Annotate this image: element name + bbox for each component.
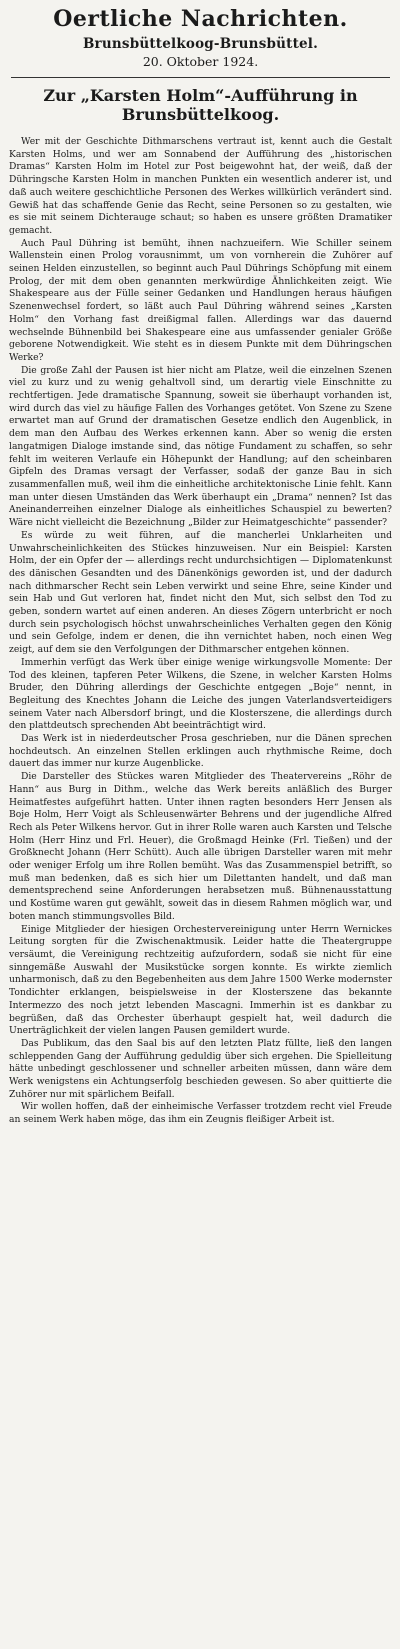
paragraph-8: Einige Mitglieder der hiesigen Orchestervereinigung unter Herrn Wernickes Leitung sorgten für die Zwischenaktmusik. Leider hatte die Theatergruppe versäumt, die Vereinigung rechtzeitig aufzufordern, sodaß sie nicht für eine sinngemäße Auswahl der Musikstücke sorgen konnte. Es wirkte ziemlich unharmonisch, daß zu den Begebenheiten aus dem Jahre 1500 Werke modernster Tondichter erklangen, beispielsweise in der Klosterszene das bekannte Intermezzo des noch jetzt lebenden Mascagni. Immerhin ist es dankbar zu begrüßen, daß das Orchester überhaupt gespielt hat, weil dadurch die Unerträglichkeit der vielen langen Pausen gemildert wurde. [9, 923, 392, 1037]
paragraph-2: Auch Paul Dühring ist bemüht, ihnen nachzueifern. Wie Schiller seinem Wallenstein einen Prolog vorausnimmt, um von vornherein die Zuhörer auf seinen Helden einzustellen, so beginnt auch Paul Dührings Schöpfung mit einem Prolog, der mit dem oben genannten merkwürdige Ähnlichkeiten zeigt. Wie Shakespeare aus der Fülle seiner Gedanken und Handlungen heraus häufigen Szenenwechsel fordert, so läßt auch Paul Dühring während seines „Karsten Holm“ den Vorhang fast dreißigmal fallen. Allerdings war das dauernd wechselnde Bühnenbild bei Shakespeare eine aus umfassender genialer Größe geborene Notwendigkeit. Wie steht es in diesem Punkte mit dem Dühringschen Werke? [9, 237, 392, 363]
paragraph-6: Das Werk ist in niederdeutscher Prosa geschrieben, nur die Dänen sprechen hochdeutsch. An einzelnen Stellen erklingen auch rhythmische Reime, doch dauert das immer nur kurze Augenblicke. [9, 733, 392, 770]
article-body [9, 136, 392, 1127]
paragraph-1: Wer mit der Geschichte Dithmarschens vertraut ist, kennt auch die Gestalt Karsten Holms, und wer am Sonnabend der Aufführung des „historischen Dramas“ Karsten Holm im Hotel zur Post beigewohnt hat, der weiß, daß der Dühringsche Karsten Holm in manchen Punkten ein wesentlich anderer ist, und daß auch weitere geschichtliche Personen des Werkes willkürlich verändert sind. Gewiß hat das schaffende Genie das Recht, seine Personen so zu gestalten, wie es sie mit seinem Dichterauge schaut; so haben es unsere größten Dramatiker gemacht. [9, 136, 392, 236]
dateline: 20. Oktober 1924. [142, 54, 259, 69]
divider [11, 77, 390, 78]
paragraph-4: Es würde zu weit führen, auf die mancherlei Unklarheiten und Unwahrscheinlichkeiten des Stückes hinzuweisen. Nur ein Beispiel: Karsten Holm, der ein Opfer der — allerdings recht undurchsichtigen — Diplomatenkunst des dänischen Gesandten und des Dänenkönigs geworden ist, und der dadurch nach dithmarscher Recht sein Leben verwirkt und seine Ehre, seine Kinder und sein Hab und Gut verloren hat, findet nicht den Mut, sich selbst den Tod zu geben, sondern wartet auf einen anderen. An dieses Zögern unterbricht er noch durch sein psychologisch höchst unwahrscheinliches Verhalten gegen den König und sein Gefolge, indem er denen, die ihn vernichtet haben, noch einen Weg zeigt, auf dem sie den Verfolgungen der Dithmarscher entgehen können. [9, 529, 392, 656]
paragraph-7: Die Darsteller des Stückes waren Mitglieder des Theatervereins „Röhr de Hann“ aus Burg in Dithm., welche das Werk bereits anläßlich des Burger Heimatfestes aufgeführt hatten. Unter ihnen ragten besonders Herr Jensen als Boje Holm, Herr Voigt als Schleusenwärter Behrens und der jugendliche Alfred Rech als Peter Wilkens hervor. Gut in ihrer Rolle waren auch Karsten und Telsche Holm (Herr Hinz und Frl. Heuer), die Großmagd Heinke (Frl. Tießen) und der Großknecht Johann (Herr Schütt). Auch alle übrigen Darsteller waren mit mehr oder weniger Erfolg um ihre Rollen bemüht. Was das Zusammenspiel betrifft, so muß man bedenken, daß es sich hier um Dilettanten handelt, und daß man dementsprechend seine Anforderungen herabsetzen muß. Bühnenausstattung und Kostüme waren gut gewählt, soweit das in diesem Rahmen möglich war, und boten manch stimmungsvolles Bild. [9, 771, 392, 922]
paragraph-9: Das Publikum, das den Saal bis auf den letzten Platz füllte, ließ den langen schleppenden Gang der Aufführung geduldig über sich ergehen. Die Spielleitung hätte unbedingt geschlossener und schneller arbeiten müssen, dann wäre dem Werk wenigstens ein Achtungserfolg beschieden gewesen. So aber quittierte die Zuhörer nur mit spärlichem Beifall. [9, 1037, 392, 1100]
paragraph-3: Die große Zahl der Pausen ist hier nicht am Platze, weil die einzelnen Szenen viel zu kurz und zu wenig gehaltvoll sind, um derartig viele Einschnitte zu rechtfertigen. Jede dramatische Spannung, soweit sie überhaupt vorhanden ist, wird durch das viel zu häufige Fallen des Vorhanges getötet. Von Szene zu Szene erwartet man auf Grund der dramatischen Gesetze endlich den Augenblick, in dem man den Aufbau des Werkes erkennen kann. Aber so wenig die ersten langatmigen Dialoge imstande sind, das nötige Fundament zu schaffen, so sehr fehlt im weiteren Verlaufe ein Höhepunkt der Handlung; auf den scheinbaren Gipfeln des Dramas versagt der Verfasser, sodaß der ganze Bau in sich zusammenfallen muß, weil ihm die einheitliche architektonische Linie fehlt. Kann man unter diesen Umständen das Werk überhaupt ein „Drama“ nennen? Ist das Aneinanderreihen einzelner Dialoge als einheitliches Schauspiel zu bewerten? Wäre nicht vielleicht die Bezeichnung „Bilder zur Heimatgeschichte“ passender? [9, 364, 392, 529]
paragraph-10: Wir wollen hoffen, daß der einheimische Verfasser trotzdem recht viel Freude an seinem Werk haben möge, das ihm ein Zeugnis fleißiger Arbeit ist. [9, 1101, 392, 1126]
article-headline: Zur „Karsten Holm“-Aufführung in Brunsbüttelkoog. [43, 86, 358, 124]
place-heading: Brunsbüttelkoog-Brunsbüttel. [82, 36, 319, 52]
paragraph-5: Immerhin verfügt das Werk über einige wenige wirkungsvolle Momente: Der Tod des kleinen, tapferen Peter Wilkens, die Szene, in welcher Karsten Holms Bruder, den Dühring allerdings der Geschichte entgegen „Boje“ nennt, in Begleitung des Knechtes Johann die Leiche des jungen Vaterlandsverteidigers seinem Vater nach Albersdorf bringt, und die Klosterszene, die allerdings durch den plattdeutsch sprechenden Abt beeinträchtigt wird. [9, 656, 392, 732]
section-heading: Oertliche Nachrichten. [53, 6, 348, 32]
